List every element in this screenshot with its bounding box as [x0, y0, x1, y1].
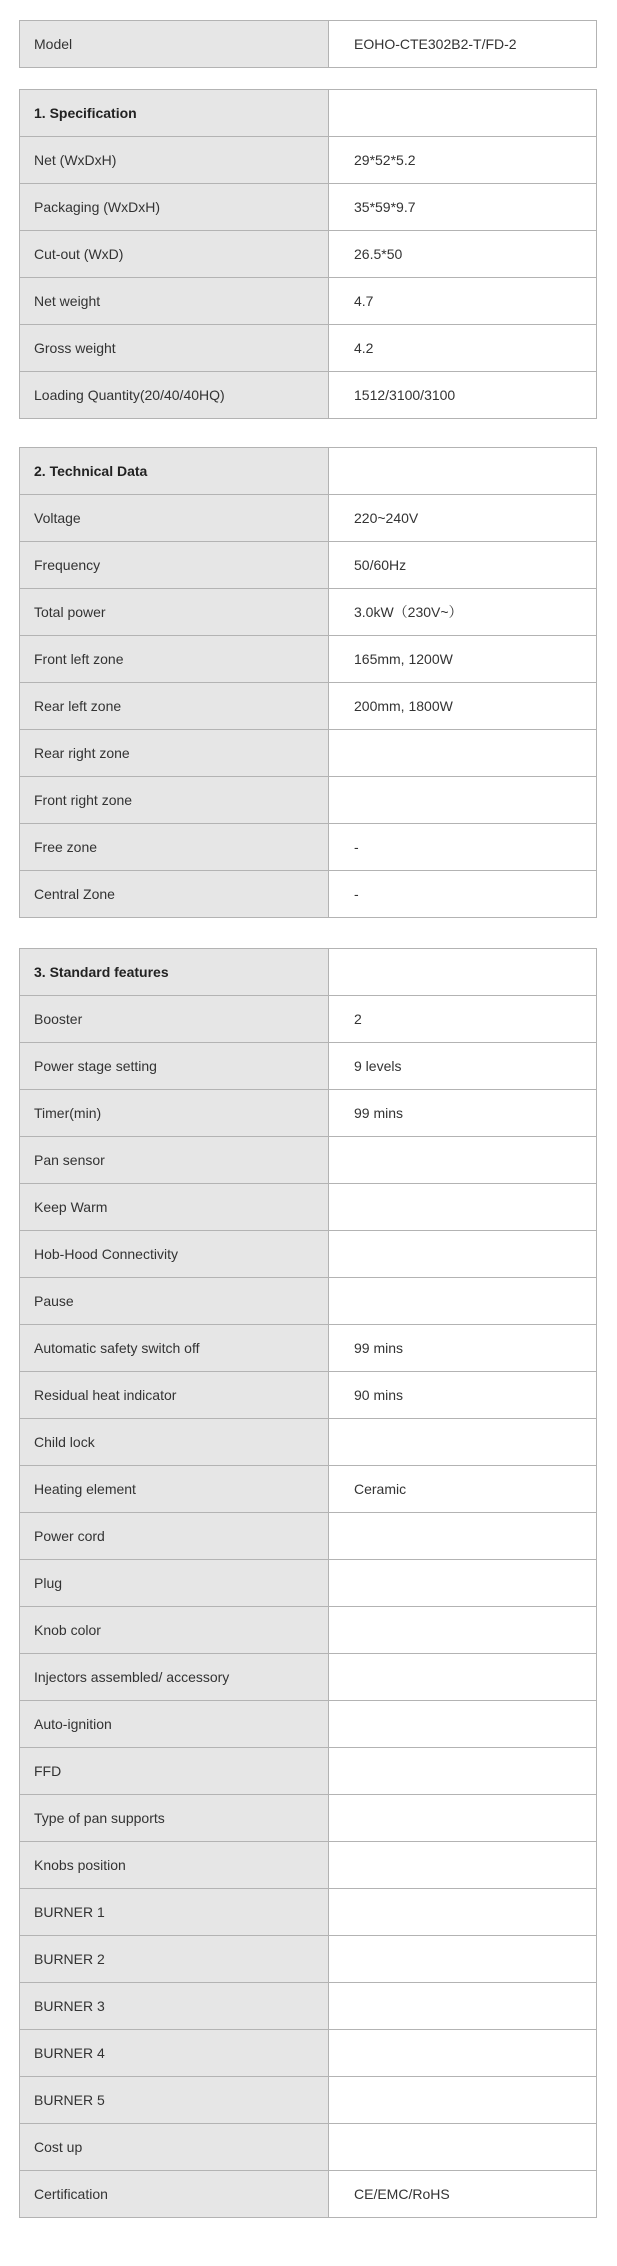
- row-label: Free zone: [20, 824, 329, 871]
- section-header: [20, 949, 597, 996]
- table-row: [20, 1372, 597, 1419]
- row-value: [329, 1795, 597, 1842]
- row-value: [329, 1231, 597, 1278]
- table-row: [20, 1184, 597, 1231]
- row-value: [329, 1560, 597, 1607]
- row-value: 2: [329, 996, 597, 1043]
- table-row: [20, 2030, 597, 2077]
- row-value: [329, 2077, 597, 2124]
- table-row: [20, 1607, 597, 1654]
- table-row: [20, 1701, 597, 1748]
- table-row: [20, 1043, 597, 1090]
- table-row: [20, 683, 597, 730]
- row-label: Residual heat indicator: [20, 1372, 329, 1419]
- row-label: Pan sensor: [20, 1137, 329, 1184]
- section-title: 2. Technical Data: [20, 448, 329, 495]
- row-value: 220~240V: [329, 495, 597, 542]
- row-value: [329, 777, 597, 824]
- table-row: [20, 1466, 597, 1513]
- row-value: [329, 1842, 597, 1889]
- table-row: [20, 1936, 597, 1983]
- row-label: BURNER 4: [20, 2030, 329, 2077]
- section-title: 1. Specification: [20, 90, 329, 137]
- row-label: Rear left zone: [20, 683, 329, 730]
- row-label: Total power: [20, 589, 329, 636]
- row-value: 3.0kW（230V~）: [329, 589, 597, 636]
- table-row: [20, 1560, 597, 1607]
- table-row: [20, 1795, 597, 1842]
- table-row: [20, 1513, 597, 1560]
- row-label: Frequency: [20, 542, 329, 589]
- table-row: [20, 1090, 597, 1137]
- row-value: -: [329, 871, 597, 918]
- table-row: [20, 1278, 597, 1325]
- row-value: -: [329, 824, 597, 871]
- table-row: [20, 1325, 597, 1372]
- row-label: BURNER 3: [20, 1983, 329, 2030]
- row-value: [329, 1419, 597, 1466]
- row-label: Certification: [20, 2171, 329, 2218]
- section-header-value: [329, 448, 597, 495]
- table-row: [20, 325, 597, 372]
- table-row: [20, 589, 597, 636]
- model-label: Model: [20, 21, 329, 68]
- specification-table: [19, 89, 597, 419]
- row-label: BURNER 5: [20, 2077, 329, 2124]
- row-value: 90 mins: [329, 1372, 597, 1419]
- row-label: Heating element: [20, 1466, 329, 1513]
- row-value: [329, 2124, 597, 2171]
- row-label: Cost up: [20, 2124, 329, 2171]
- row-value: [329, 730, 597, 777]
- row-label: Loading Quantity(20/40/40HQ): [20, 372, 329, 419]
- row-label: Injectors assembled/ accessory: [20, 1654, 329, 1701]
- row-label: Plug: [20, 1560, 329, 1607]
- row-value: 1512/3100/3100: [329, 372, 597, 419]
- row-value: Ceramic: [329, 1466, 597, 1513]
- table-row: [20, 1748, 597, 1795]
- row-label: Power cord: [20, 1513, 329, 1560]
- row-value: [329, 1889, 597, 1936]
- table-row: [20, 1842, 597, 1889]
- row-label: Pause: [20, 1278, 329, 1325]
- row-value: 200mm, 1800W: [329, 683, 597, 730]
- table-row: [20, 2171, 597, 2218]
- row-value: [329, 1936, 597, 1983]
- row-value: [329, 1607, 597, 1654]
- row-value: 165mm, 1200W: [329, 636, 597, 683]
- table-row: [20, 777, 597, 824]
- row-value: [329, 1184, 597, 1231]
- row-value: [329, 1701, 597, 1748]
- table-row: [20, 871, 597, 918]
- row-value: 29*52*5.2: [329, 137, 597, 184]
- row-value: CE/EMC/RoHS: [329, 2171, 597, 2218]
- table-row: [20, 231, 597, 278]
- table-row: [20, 1419, 597, 1466]
- table-row: [20, 1654, 597, 1701]
- model-row: [20, 21, 597, 68]
- table-row: [20, 996, 597, 1043]
- row-label: FFD: [20, 1748, 329, 1795]
- row-value: [329, 2030, 597, 2077]
- row-value: [329, 1748, 597, 1795]
- table-row: [20, 137, 597, 184]
- row-label: Cut-out (WxD): [20, 231, 329, 278]
- table-row: [20, 1137, 597, 1184]
- row-label: Packaging (WxDxH): [20, 184, 329, 231]
- row-label: Net (WxDxH): [20, 137, 329, 184]
- table-row: [20, 184, 597, 231]
- standard-features-table: [19, 948, 597, 2218]
- row-label: BURNER 2: [20, 1936, 329, 1983]
- row-value: [329, 1983, 597, 2030]
- table-row: [20, 730, 597, 777]
- row-label: Power stage setting: [20, 1043, 329, 1090]
- row-value: 9 levels: [329, 1043, 597, 1090]
- row-label: Front left zone: [20, 636, 329, 683]
- row-label: Auto-ignition: [20, 1701, 329, 1748]
- row-value: 99 mins: [329, 1090, 597, 1137]
- table-row: [20, 278, 597, 325]
- table-row: [20, 372, 597, 419]
- table-row: [20, 1231, 597, 1278]
- model-table: [19, 20, 597, 68]
- row-label: Rear right zone: [20, 730, 329, 777]
- row-label: Knobs position: [20, 1842, 329, 1889]
- section-header-value: [329, 949, 597, 996]
- row-value: [329, 1513, 597, 1560]
- table-row: [20, 1889, 597, 1936]
- row-label: Child lock: [20, 1419, 329, 1466]
- row-label: Type of pan supports: [20, 1795, 329, 1842]
- row-value: [329, 1278, 597, 1325]
- table-row: [20, 2124, 597, 2171]
- row-label: Automatic safety switch off: [20, 1325, 329, 1372]
- row-value: 26.5*50: [329, 231, 597, 278]
- row-label: Gross weight: [20, 325, 329, 372]
- row-value: 4.2: [329, 325, 597, 372]
- row-label: Net weight: [20, 278, 329, 325]
- table-row: [20, 495, 597, 542]
- row-value: 99 mins: [329, 1325, 597, 1372]
- row-label: Timer(min): [20, 1090, 329, 1137]
- table-row: [20, 2077, 597, 2124]
- row-label: Booster: [20, 996, 329, 1043]
- row-label: Knob color: [20, 1607, 329, 1654]
- table-row: [20, 824, 597, 871]
- row-value: 35*59*9.7: [329, 184, 597, 231]
- row-label: Keep Warm: [20, 1184, 329, 1231]
- section-title: 3. Standard features: [20, 949, 329, 996]
- row-value: [329, 1654, 597, 1701]
- row-label: Hob-Hood Connectivity: [20, 1231, 329, 1278]
- row-value: 50/60Hz: [329, 542, 597, 589]
- table-row: [20, 1983, 597, 2030]
- row-value: 4.7: [329, 278, 597, 325]
- section-header-value: [329, 90, 597, 137]
- section-header: [20, 448, 597, 495]
- technical-data-table: [19, 447, 597, 918]
- row-label: Front right zone: [20, 777, 329, 824]
- section-header: [20, 90, 597, 137]
- row-label: Voltage: [20, 495, 329, 542]
- row-label: Central Zone: [20, 871, 329, 918]
- row-label: BURNER 1: [20, 1889, 329, 1936]
- model-value: EOHO-CTE302B2-T/FD-2: [329, 21, 597, 68]
- table-row: [20, 636, 597, 683]
- row-value: [329, 1137, 597, 1184]
- table-row: [20, 542, 597, 589]
